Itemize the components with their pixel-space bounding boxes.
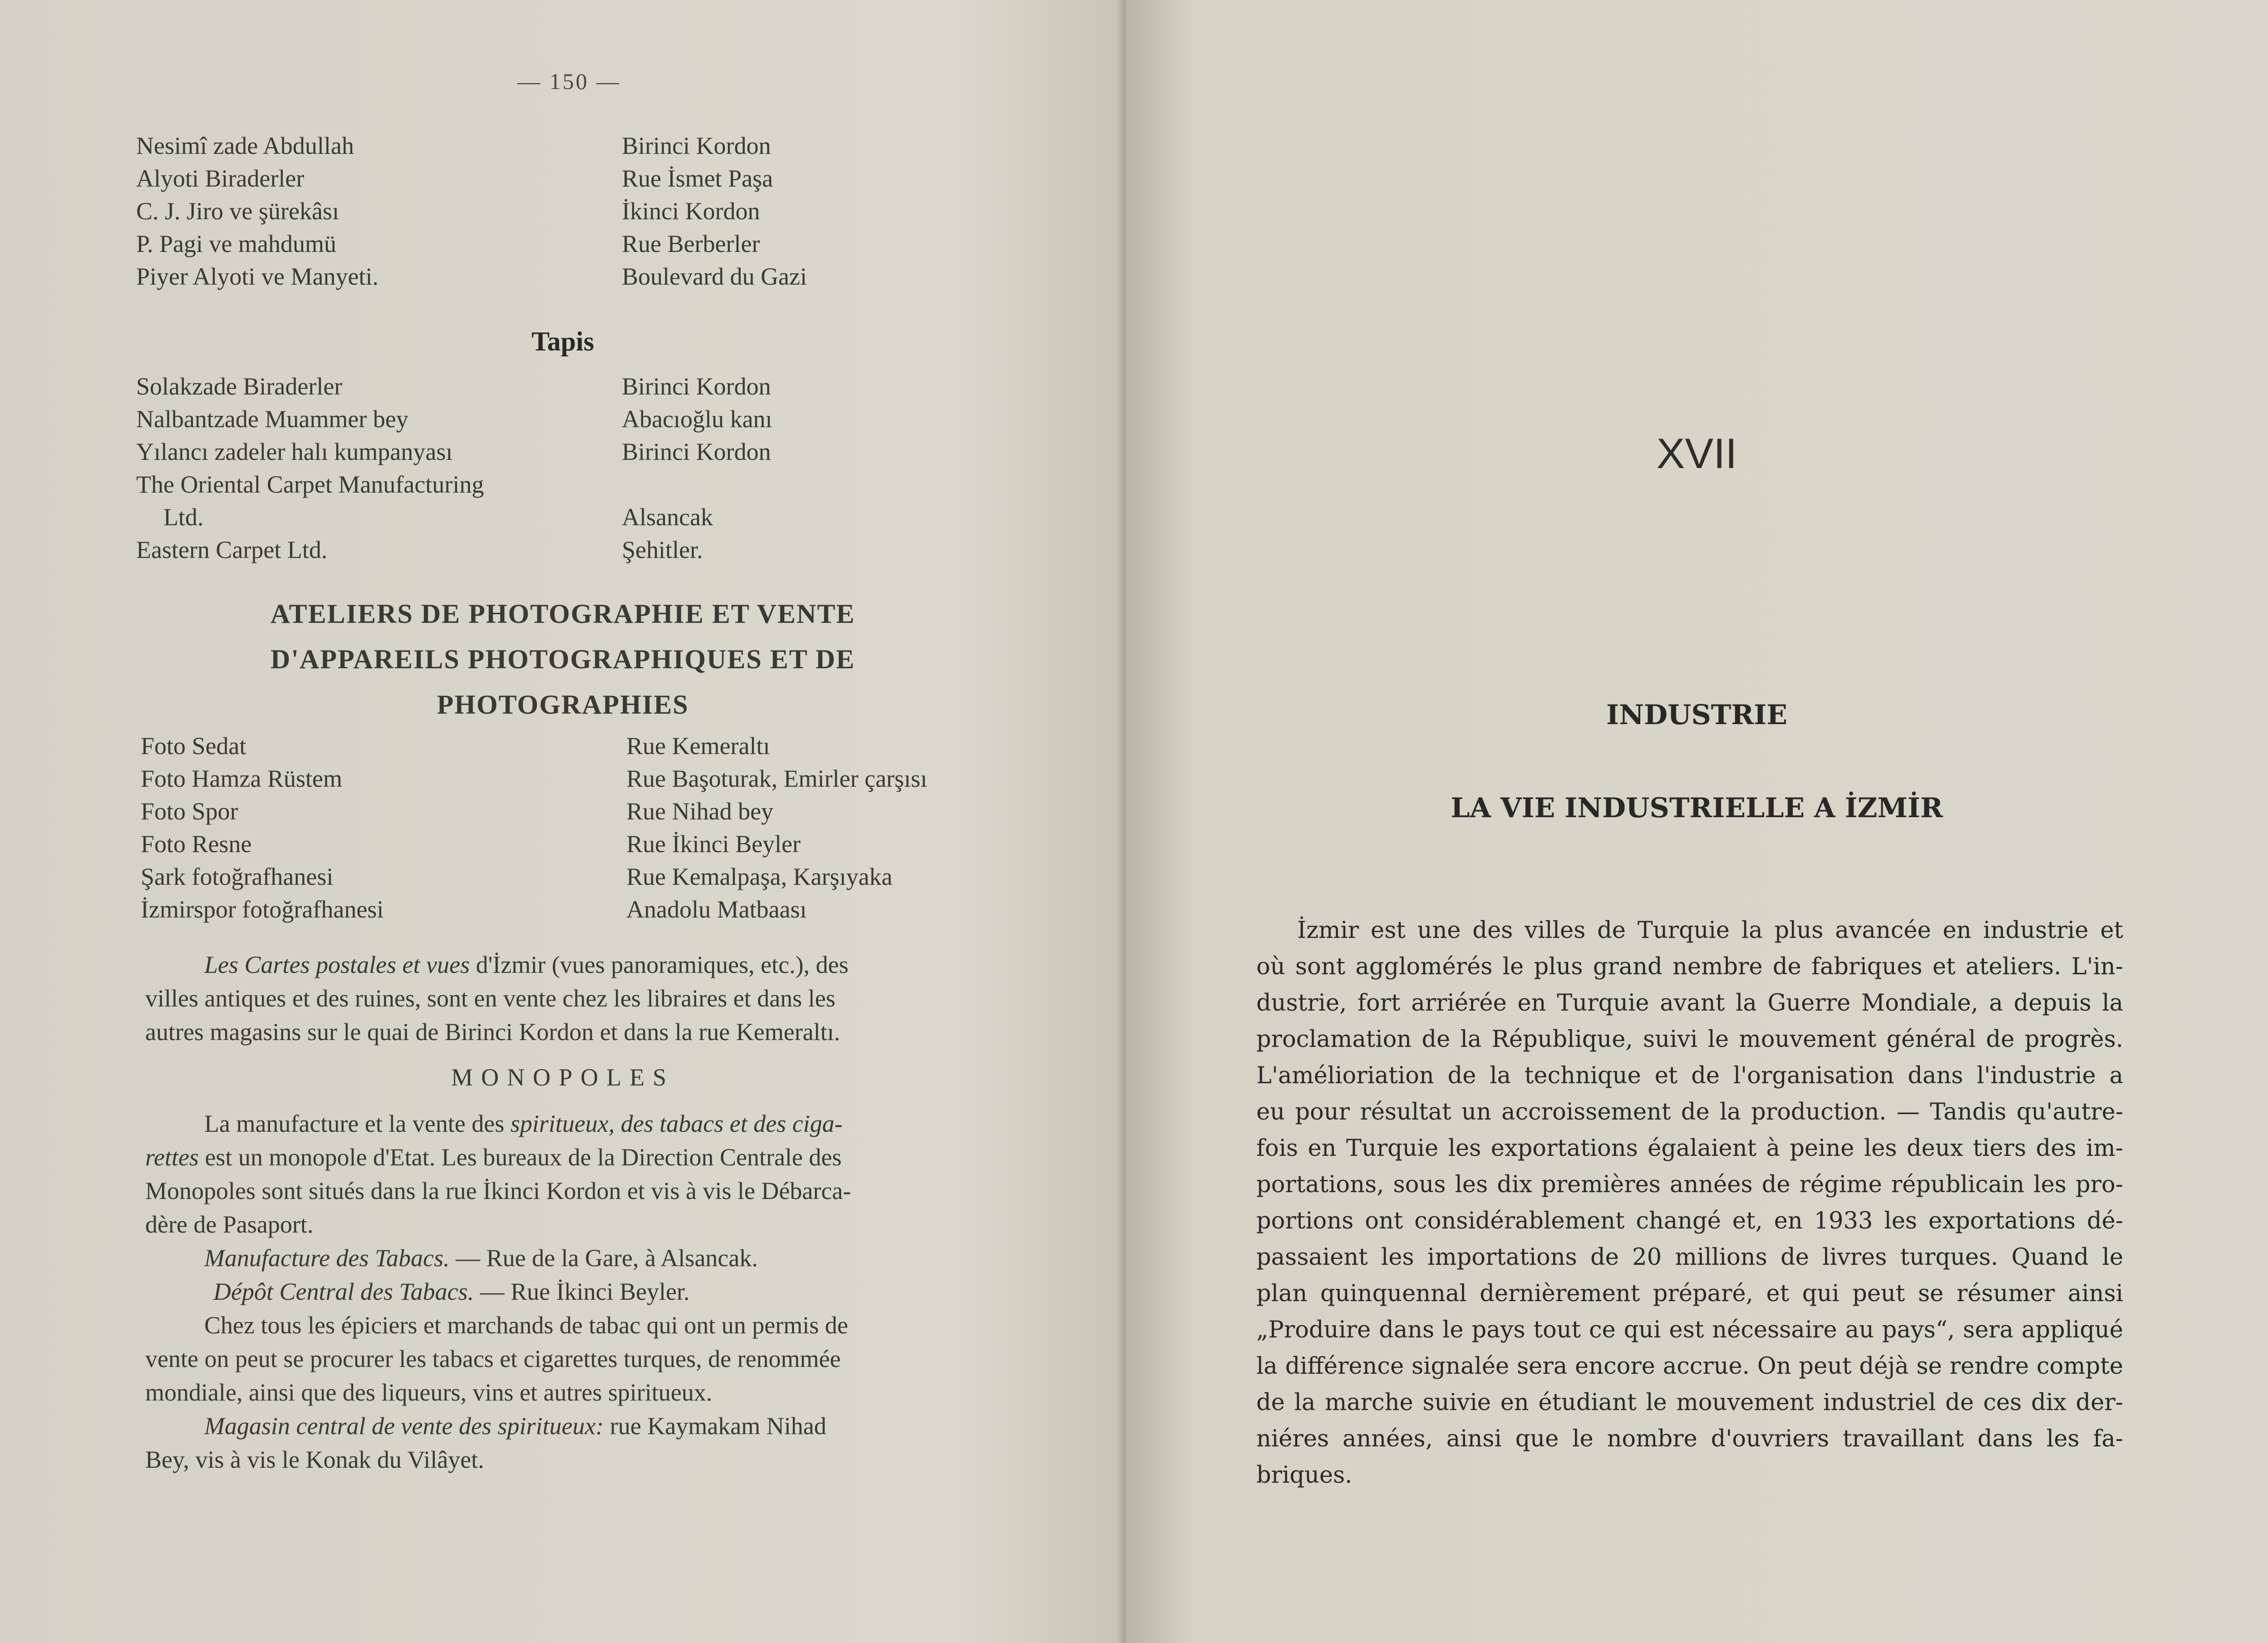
manufacture-label: Manufacture des Tabacs. xyxy=(204,1244,450,1272)
list-item xyxy=(136,230,1044,262)
list-item xyxy=(136,503,1044,536)
listing-name: Şark fotoğrafhanesi xyxy=(141,863,334,890)
tapis-heading: Tapis xyxy=(531,326,594,356)
chapter-numeral: XVII xyxy=(1656,429,1737,477)
magasin-text: rue Kaymakam Nihad xyxy=(610,1412,827,1440)
list-item xyxy=(136,164,1044,197)
epiciers-line-2: vente on peut se procurer les tabacs et cigarettes turques, de renommée xyxy=(145,1345,841,1372)
paragraph-line: portations, sous les dix premières années de régime républicain les pro- xyxy=(1256,1171,2123,1198)
list-item xyxy=(141,732,1048,765)
paragraph-line: L'amélioriation de la technique et de l'organisation dans l'industrie a xyxy=(1256,1062,2123,1089)
list-item xyxy=(136,132,1044,164)
listing-name: Nalbantzade Muammer bey xyxy=(136,405,408,433)
listing-street: Rue Kemalpaşa, Karşıyaka xyxy=(626,863,893,890)
listing-street: Rue Kemeraltı xyxy=(626,732,770,760)
listing-street: Abacıoğlu kanı xyxy=(622,405,772,433)
listing-street: Birinci Kordon xyxy=(622,373,771,400)
list-item xyxy=(136,470,1044,503)
epiciers-line-3: mondiale, ainsi que des liqueurs, vins et autres spiritueux. xyxy=(145,1379,713,1406)
listing-name: P. Pagi ve mahdumü xyxy=(136,230,336,257)
listing-name: Nesimî zade Abdullah xyxy=(136,132,354,159)
paragraph-line: fois en Turquie les exportations égalaient à peine les deux tiers des im- xyxy=(1256,1135,2123,1162)
list-item xyxy=(141,765,1048,797)
list-item xyxy=(136,438,1044,470)
paragraph-line: passaient les importations de 20 millions de livres turques. Quand le xyxy=(1256,1244,2123,1271)
listing-name: Alyoti Biraderler xyxy=(136,165,305,192)
listing-street: Birinci Kordon xyxy=(622,132,771,159)
listing-street: Rue Berberler xyxy=(622,230,760,257)
listing-street: Birinci Kordon xyxy=(622,438,771,465)
monopoles-line-1-italic: spiritueux, des tabacs et des ciga- xyxy=(510,1110,843,1137)
depot-label: Dépôt Central des Tabacs. xyxy=(213,1278,474,1305)
magasin-label: Magasin central de vente des spiritueux: xyxy=(204,1412,604,1440)
monopoles-line-2-italic: rettes xyxy=(145,1144,199,1171)
paragraph-line: dustrie, fort arriérée en Turquie avant la Guerre Mondiale, a depuis la xyxy=(1256,990,2123,1016)
paragraph-line: briques. xyxy=(1256,1462,1353,1489)
listing-street: İkinci Kordon xyxy=(622,197,760,225)
listing-name: İzmirspor fotoğrafhanesi xyxy=(141,896,384,923)
postcards-line-3: autres magasins sur le quai de Birinci Kordon et dans la rue Kemeraltı. xyxy=(145,1018,841,1046)
paragraph-line: eu pour résultat un accroissement de la production. — Tandis qu'autre- xyxy=(1256,1099,2123,1125)
paragraph-line: İzmir est une des villes de Turquie la plus avancée en industrie et xyxy=(1297,917,2123,944)
listing-street: Rue Nihad bey xyxy=(626,798,773,825)
postcards-line-1: d'İzmir (vues panoramiques, etc.), des xyxy=(476,951,849,978)
paragraph-line: la différence signalée sera encore accrue. On peut déjà se rendre compte xyxy=(1256,1353,2123,1380)
monopoles-line-3: Monopoles sont situés dans la rue İkinci Kordon et vis à vis le Débarca- xyxy=(145,1177,851,1204)
monopoles-heading: MONOPOLES xyxy=(451,1064,675,1091)
paragraph-line: de la marche suivie en étudiant le mouvement industriel de ces dix der- xyxy=(1256,1389,2123,1416)
epiciers-line-1: Chez tous les épiciers et marchands de tabac qui ont un permis de xyxy=(204,1312,848,1339)
photo-heading-line-2: D'APPAREILS PHOTOGRAPHIQUES ET DE xyxy=(271,644,855,674)
list-item xyxy=(136,262,1044,295)
listing-name: Foto Sedat xyxy=(141,732,246,760)
listing-street: Alsancak xyxy=(622,503,713,531)
listing-street: Anadolu Matbaası xyxy=(626,896,807,923)
list-item xyxy=(141,797,1048,830)
list-item xyxy=(136,197,1044,230)
listing-name: Foto Hamza Rüstem xyxy=(141,765,342,792)
left-page xyxy=(0,0,1126,1643)
listing-name: Yılancı zadeler halı kumpanyası xyxy=(136,438,453,465)
listing-name: Foto Spor xyxy=(141,798,238,825)
listing-name: The Oriental Carpet Manufacturing xyxy=(136,471,484,498)
listing-street: Şehitler. xyxy=(622,536,703,563)
list-item xyxy=(136,405,1044,438)
listing-street: Rue İkinci Beyler xyxy=(626,830,801,858)
listing-name: C. J. Jiro ve şürekâsı xyxy=(136,197,339,225)
section-title: INDUSTRIE xyxy=(1606,699,1787,731)
section-subtitle: LA VIE INDUSTRIELLE A İZMİR xyxy=(1451,792,1943,824)
listing-name: Piyer Alyoti ve Manyeti. xyxy=(136,263,379,290)
monopoles-line-2-rest: est un monopole d'Etat. Les bureaux de la Direction Centrale des xyxy=(205,1144,842,1171)
manufacture-text: — Rue de la Gare, à Alsancak. xyxy=(455,1244,758,1272)
listing-street: Rue İsmet Paşa xyxy=(622,165,773,192)
list-item xyxy=(136,536,1044,568)
listing-name: Foto Resne xyxy=(141,830,252,858)
paragraph-line: niéres années, ainsi que le nombre d'ouvriers travaillant dans les fa- xyxy=(1256,1426,2123,1452)
postcards-line-2: villes antiques et des ruines, sont en vente chez les libraires et dans les xyxy=(145,985,836,1012)
listing-street: Boulevard du Gazi xyxy=(622,263,807,290)
listing-name: Eastern Carpet Ltd. xyxy=(136,536,328,563)
magasin-line-2: Bey, vis à vis le Konak du Vilâyet. xyxy=(145,1446,484,1473)
depot-text: — Rue İkinci Beyler. xyxy=(480,1278,690,1305)
list-item xyxy=(136,372,1044,405)
page-number: — 150 — xyxy=(517,69,621,94)
industry-paragraph xyxy=(1256,913,2123,1494)
postcards-italic: Les Cartes postales et vues xyxy=(204,951,470,978)
monopoles-paragraph xyxy=(145,1107,1021,1476)
monopoles-line-1-start: La manufacture et la vente des xyxy=(204,1110,505,1137)
paragraph-line: proclamation de la République, suivi le mouvement général de progrès. xyxy=(1256,1026,2123,1053)
monopoles-line-4: dère de Pasaport. xyxy=(145,1211,314,1238)
list-item xyxy=(141,863,1048,895)
list-item xyxy=(141,830,1048,863)
list-item xyxy=(141,895,1048,928)
listing-name: Solakzade Biraderler xyxy=(136,373,343,400)
photo-heading-line-1: ATELIERS DE PHOTOGRAPHIE ET VENTE xyxy=(270,599,856,629)
paragraph-line: où sont agglomérés le plus grand nembre de fabriques et ateliers. L'in- xyxy=(1256,953,2123,980)
photo-heading-line-3: PHOTOGRAPHIES xyxy=(437,690,689,720)
paragraph-line: plan quinquennal dernièrement préparé, et qui peut se résumer ainsi xyxy=(1256,1280,2123,1307)
paragraph-line: „Produire dans le pays tout ce qui est nécessaire au pays“, sera appliqué xyxy=(1256,1317,2123,1343)
listing-name: Ltd. xyxy=(163,503,204,531)
listing-street: Rue Başoturak, Emirler çarşısı xyxy=(626,765,927,792)
postcards-paragraph xyxy=(145,948,1021,1049)
paragraph-line: portions ont considérablement changé et, en 1933 les exportations dé- xyxy=(1256,1208,2123,1234)
